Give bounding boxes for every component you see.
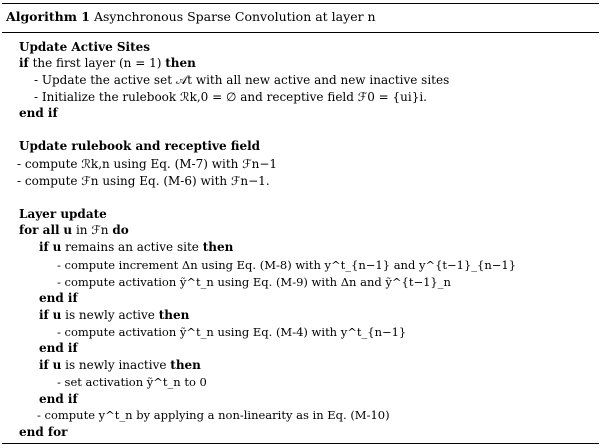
- do-keyword: do: [112, 223, 129, 237]
- if-remains-active-line: [39, 240, 233, 254]
- caption-rule: [2, 32, 599, 33]
- apply-nonlinearity-step: - compute y^t_n by applying a non-linearity as in Eq. (M-10): [37, 408, 390, 422]
- end-for-line: end for: [19, 425, 68, 439]
- end-if-line: end if: [39, 291, 78, 305]
- compute-increment-step: - compute increment Δn using Eq. (M-8) with y^t_{n−1} and y^{t−1}_{n−1}: [57, 258, 517, 272]
- end-if-line: end if: [19, 106, 58, 120]
- if-condition: the first layer (n = 1): [32, 56, 162, 70]
- top-rule: [2, 3, 599, 4]
- end-if-line: end if: [39, 341, 78, 355]
- if-keyword: if: [19, 56, 29, 70]
- for-in-text: in ℱn: [75, 223, 109, 237]
- then-keyword: then: [165, 56, 196, 70]
- algorithm-caption: [6, 10, 376, 24]
- heading-update-rulebook: Update rulebook and receptive field: [19, 139, 261, 153]
- compute-rulebook-step: - compute ℛk,n using Eq. (M-7) with ℱn−1: [17, 157, 278, 171]
- algorithm-title: Asynchronous Sparse Convolution at layer n: [93, 9, 376, 24]
- then-keyword: then: [158, 308, 190, 322]
- if-variable: u: [52, 358, 62, 372]
- set-activation-zero-step: - set activation ỹ^t_n to 0: [57, 375, 207, 389]
- compute-receptive-field-step: - compute ℱn using Eq. (M-6) with ℱn−1.: [17, 174, 270, 188]
- for-all-line: [19, 223, 129, 237]
- if-first-layer-line: [19, 56, 196, 70]
- if-condition: is newly active: [65, 308, 155, 322]
- algorithm-label: Algorithm 1: [6, 9, 90, 24]
- if-keyword: if: [39, 308, 49, 322]
- bottom-rule: [2, 443, 599, 444]
- if-newly-active-line: [39, 308, 189, 322]
- update-active-set-step: - Update the active set 𝒜t with all new active and new inactive sites: [34, 73, 450, 87]
- if-newly-inactive-line: [39, 358, 201, 372]
- if-condition: is newly inactive: [65, 358, 167, 372]
- if-variable: u: [52, 308, 62, 322]
- then-keyword: then: [170, 358, 201, 372]
- heading-layer-update: Layer update: [19, 207, 107, 221]
- init-rulebook-step: - Initialize the rulebook ℛk,0 = ∅ and receptive field ℱ0 = {ui}i.: [34, 90, 427, 104]
- if-variable: u: [52, 240, 62, 254]
- compute-activation-step-m4: - compute activation ỹ^t_n using Eq. (M-4) with y^t_{n−1}: [57, 325, 407, 339]
- then-keyword: then: [202, 240, 234, 254]
- if-keyword: if: [39, 358, 49, 372]
- compute-activation-step-m9: - compute activation ỹ^t_n using Eq. (M-9) with Δn and ỹ^{t−1}_n: [57, 275, 451, 289]
- if-condition: remains an active site: [65, 240, 199, 254]
- for-keyword: for all: [19, 223, 60, 237]
- for-variable: u: [63, 223, 73, 237]
- heading-update-active-sites: Update Active Sites: [19, 40, 151, 54]
- if-keyword: if: [39, 240, 49, 254]
- end-if-line: end if: [39, 392, 78, 406]
